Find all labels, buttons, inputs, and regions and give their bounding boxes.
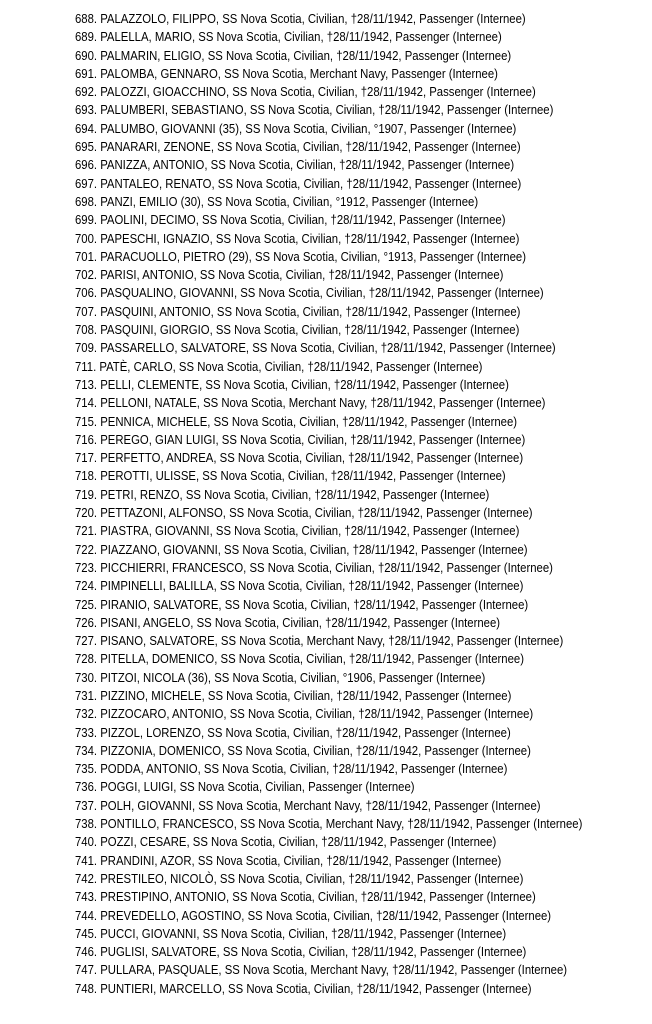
list-item: 743. PRESTIPINO, ANTONIO, SS Nova Scotia, Civilian, †28/11/1942, Passenger (Internee) [75, 890, 536, 905]
list-item: 716. PEREGO, GIAN LUIGI, SS Nova Scotia, Civilian, †28/11/1942, Passenger (Internee) [75, 432, 526, 447]
list-item: 698. PANZI, EMILIO (30), SS Nova Scotia, Civilian, °1912, Passenger (Internee) [75, 194, 479, 209]
list-item: 721. PIASTRA, GIOVANNI, SS Nova Scotia, Civilian, †28/11/1942, Passenger (Internee) [75, 524, 520, 539]
list-item: 702. PARISI, ANTONIO, SS Nova Scotia, Civilian, †28/11/1942, Passenger (Internee) [75, 268, 504, 283]
list-item: 735. PODDA, ANTONIO, SS Nova Scotia, Civilian, †28/11/1942, Passenger (Internee) [75, 762, 508, 777]
list-item: 708. PASQUINI, GIORGIO, SS Nova Scotia, Civilian, †28/11/1942, Passenger (Internee) [75, 323, 520, 338]
list-item: 707. PASQUINI, ANTONIO, SS Nova Scotia, Civilian, †28/11/1942, Passenger (Internee) [75, 304, 521, 319]
list-item: 717. PERFETTO, ANDREA, SS Nova Scotia, Civilian, †28/11/1942, Passenger (Internee) [75, 451, 524, 466]
list-item: 733. PIZZOL, LORENZO, SS Nova Scotia, Civilian, †28/11/1942, Passenger (Internee) [75, 725, 511, 740]
list-item: 740. POZZI, CESARE, SS Nova Scotia, Civilian, †28/11/1942, Passenger (Internee) [75, 835, 497, 850]
list-item: 695. PANARARI, ZENONE, SS Nova Scotia, Civilian, †28/11/1942, Passenger (Internee) [75, 140, 521, 155]
list-item: 720. PETTAZONI, ALFONSO, SS Nova Scotia, Civilian, †28/11/1942, Passenger (Internee) [75, 506, 533, 521]
list-item: 742. PRESTILEO, NICOLÒ, SS Nova Scotia, Civilian, †28/11/1942, Passenger (Internee) [75, 871, 524, 886]
list-item: 711. PATÈ, CARLO, SS Nova Scotia, Civilian, †28/11/1942, Passenger (Internee) [75, 359, 483, 374]
list-item: 691. PALOMBA, GENNARO, SS Nova Scotia, Merchant Navy, Passenger (Internee) [75, 66, 498, 81]
list-item: 726. PISANI, ANGELO, SS Nova Scotia, Civilian, †28/11/1942, Passenger (Internee) [75, 615, 501, 630]
list-item: 694. PALUMBO, GIOVANNI (35), SS Nova Scotia, Civilian, °1907, Passenger (Internee) [75, 121, 517, 136]
list-item: 697. PANTALEO, RENATO, SS Nova Scotia, Civilian, †28/11/1942, Passenger (Internee) [75, 176, 522, 191]
list-item: 723. PICCHIERRI, FRANCESCO, SS Nova Scotia, Civilian, †28/11/1942, Passenger (Internee) [75, 560, 553, 575]
list-item: 693. PALUMBERI, SEBASTIANO, SS Nova Scotia, Civilian, †28/11/1942, Passenger (Internee) [75, 103, 554, 118]
list-item: 725. PIRANIO, SALVATORE, SS Nova Scotia, Civilian, †28/11/1942, Passenger (Internee) [75, 597, 529, 612]
list-item: 692. PALOZZI, GIOACCHINO, SS Nova Scotia, Civilian, †28/11/1942, Passenger (Internee) [75, 85, 536, 100]
list-item: 709. PASSARELLO, SALVATORE, SS Nova Scotia, Civilian, †28/11/1942, Passenger (Internee) [75, 341, 556, 356]
list-item: 706. PASQUALINO, GIOVANNI, SS Nova Scotia, Civilian, †28/11/1942, Passenger (Internee) [75, 286, 544, 301]
list-item: 690. PALMARIN, ELIGIO, SS Nova Scotia, Civilian, †28/11/1942, Passenger (Internee) [75, 48, 512, 63]
casualty-list [75, 10, 639, 998]
list-item: 713. PELLI, CLEMENTE, SS Nova Scotia, Civilian, †28/11/1942, Passenger (Internee) [75, 377, 509, 392]
list-item: 748. PUNTIERI, MARCELLO, SS Nova Scotia, Civilian, †28/11/1942, Passenger (Internee) [75, 981, 532, 996]
list-item: 744. PREVEDELLO, AGOSTINO, SS Nova Scotia, Civilian, †28/11/1942, Passenger (Internee) [75, 908, 552, 923]
list-item: 722. PIAZZANO, GIOVANNI, SS Nova Scotia, Civilian, †28/11/1942, Passenger (Internee) [75, 542, 528, 557]
list-item: 714. PELLONI, NATALE, SS Nova Scotia, Merchant Navy, †28/11/1942, Passenger (Internee) [75, 396, 546, 411]
list-item: 737. POLH, GIOVANNI, SS Nova Scotia, Merchant Navy, †28/11/1942, Passenger (Internee) [75, 798, 541, 813]
list-item: 724. PIMPINELLI, BALILLA, SS Nova Scotia, Civilian, †28/11/1942, Passenger (Internee) [75, 579, 524, 594]
list-item: 734. PIZZONIA, DOMENICO, SS Nova Scotia, Civilian, †28/11/1942, Passenger (Internee) [75, 743, 531, 758]
list-item: 736. POGGI, LUIGI, SS Nova Scotia, Civilian, Passenger (Internee) [75, 780, 415, 795]
list-item: 715. PENNICA, MICHELE, SS Nova Scotia, Civilian, †28/11/1942, Passenger (Internee) [75, 414, 518, 429]
list-item: 701. PARACUOLLO, PIETRO (29), SS Nova Scotia, Civilian, °1913, Passenger (Internee) [75, 249, 526, 264]
list-item: 741. PRANDINI, AZOR, SS Nova Scotia, Civilian, †28/11/1942, Passenger (Internee) [75, 853, 502, 868]
list-item: 719. PETRI, RENZO, SS Nova Scotia, Civilian, †28/11/1942, Passenger (Internee) [75, 487, 490, 502]
list-item: 730. PITZOI, NICOLA (36), SS Nova Scotia, Civilian, °1906, Passenger (Internee) [75, 670, 486, 685]
list-item: 689. PALELLA, MARIO, SS Nova Scotia, Civilian, †28/11/1942, Passenger (Internee) [75, 30, 502, 45]
list-item: 699. PAOLINI, DECIMO, SS Nova Scotia, Civilian, †28/11/1942, Passenger (Internee) [75, 213, 506, 228]
list-item: 732. PIZZOCARO, ANTONIO, SS Nova Scotia, Civilian, †28/11/1942, Passenger (Internee) [75, 707, 534, 722]
list-item: 727. PISANO, SALVATORE, SS Nova Scotia, Merchant Navy, †28/11/1942, Passenger (Internee) [75, 634, 564, 649]
list-item: 731. PIZZINO, MICHELE, SS Nova Scotia, Civilian, †28/11/1942, Passenger (Internee) [75, 688, 512, 703]
list-item: 747. PULLARA, PASQUALE, SS Nova Scotia, Merchant Navy, †28/11/1942, Passenger (Internee) [75, 963, 568, 978]
list-item: 688. PALAZZOLO, FILIPPO, SS Nova Scotia, Civilian, †28/11/1942, Passenger (Internee) [75, 12, 526, 26]
list-item: 718. PEROTTI, ULISSE, SS Nova Scotia, Civilian, †28/11/1942, Passenger (Internee) [75, 469, 506, 484]
list-item: 728. PITELLA, DOMENICO, SS Nova Scotia, Civilian, †28/11/1942, Passenger (Internee) [75, 652, 524, 667]
list-item: 745. PUCCI, GIOVANNI, SS Nova Scotia, Civilian, †28/11/1942, Passenger (Internee) [75, 926, 507, 941]
list-item: 738. PONTILLO, FRANCESCO, SS Nova Scotia, Merchant Navy, †28/11/1942, Passenger (Internee) [75, 817, 583, 832]
list-item: 746. PUGLISI, SALVATORE, SS Nova Scotia, Civilian, †28/11/1942, Passenger (Internee) [75, 945, 527, 960]
list-item: 700. PAPESCHI, IGNAZIO, SS Nova Scotia, Civilian, †28/11/1942, Passenger (Internee) [75, 231, 520, 246]
list-item: 696. PANIZZA, ANTONIO, SS Nova Scotia, Civilian, †28/11/1942, Passenger (Internee) [75, 158, 515, 173]
